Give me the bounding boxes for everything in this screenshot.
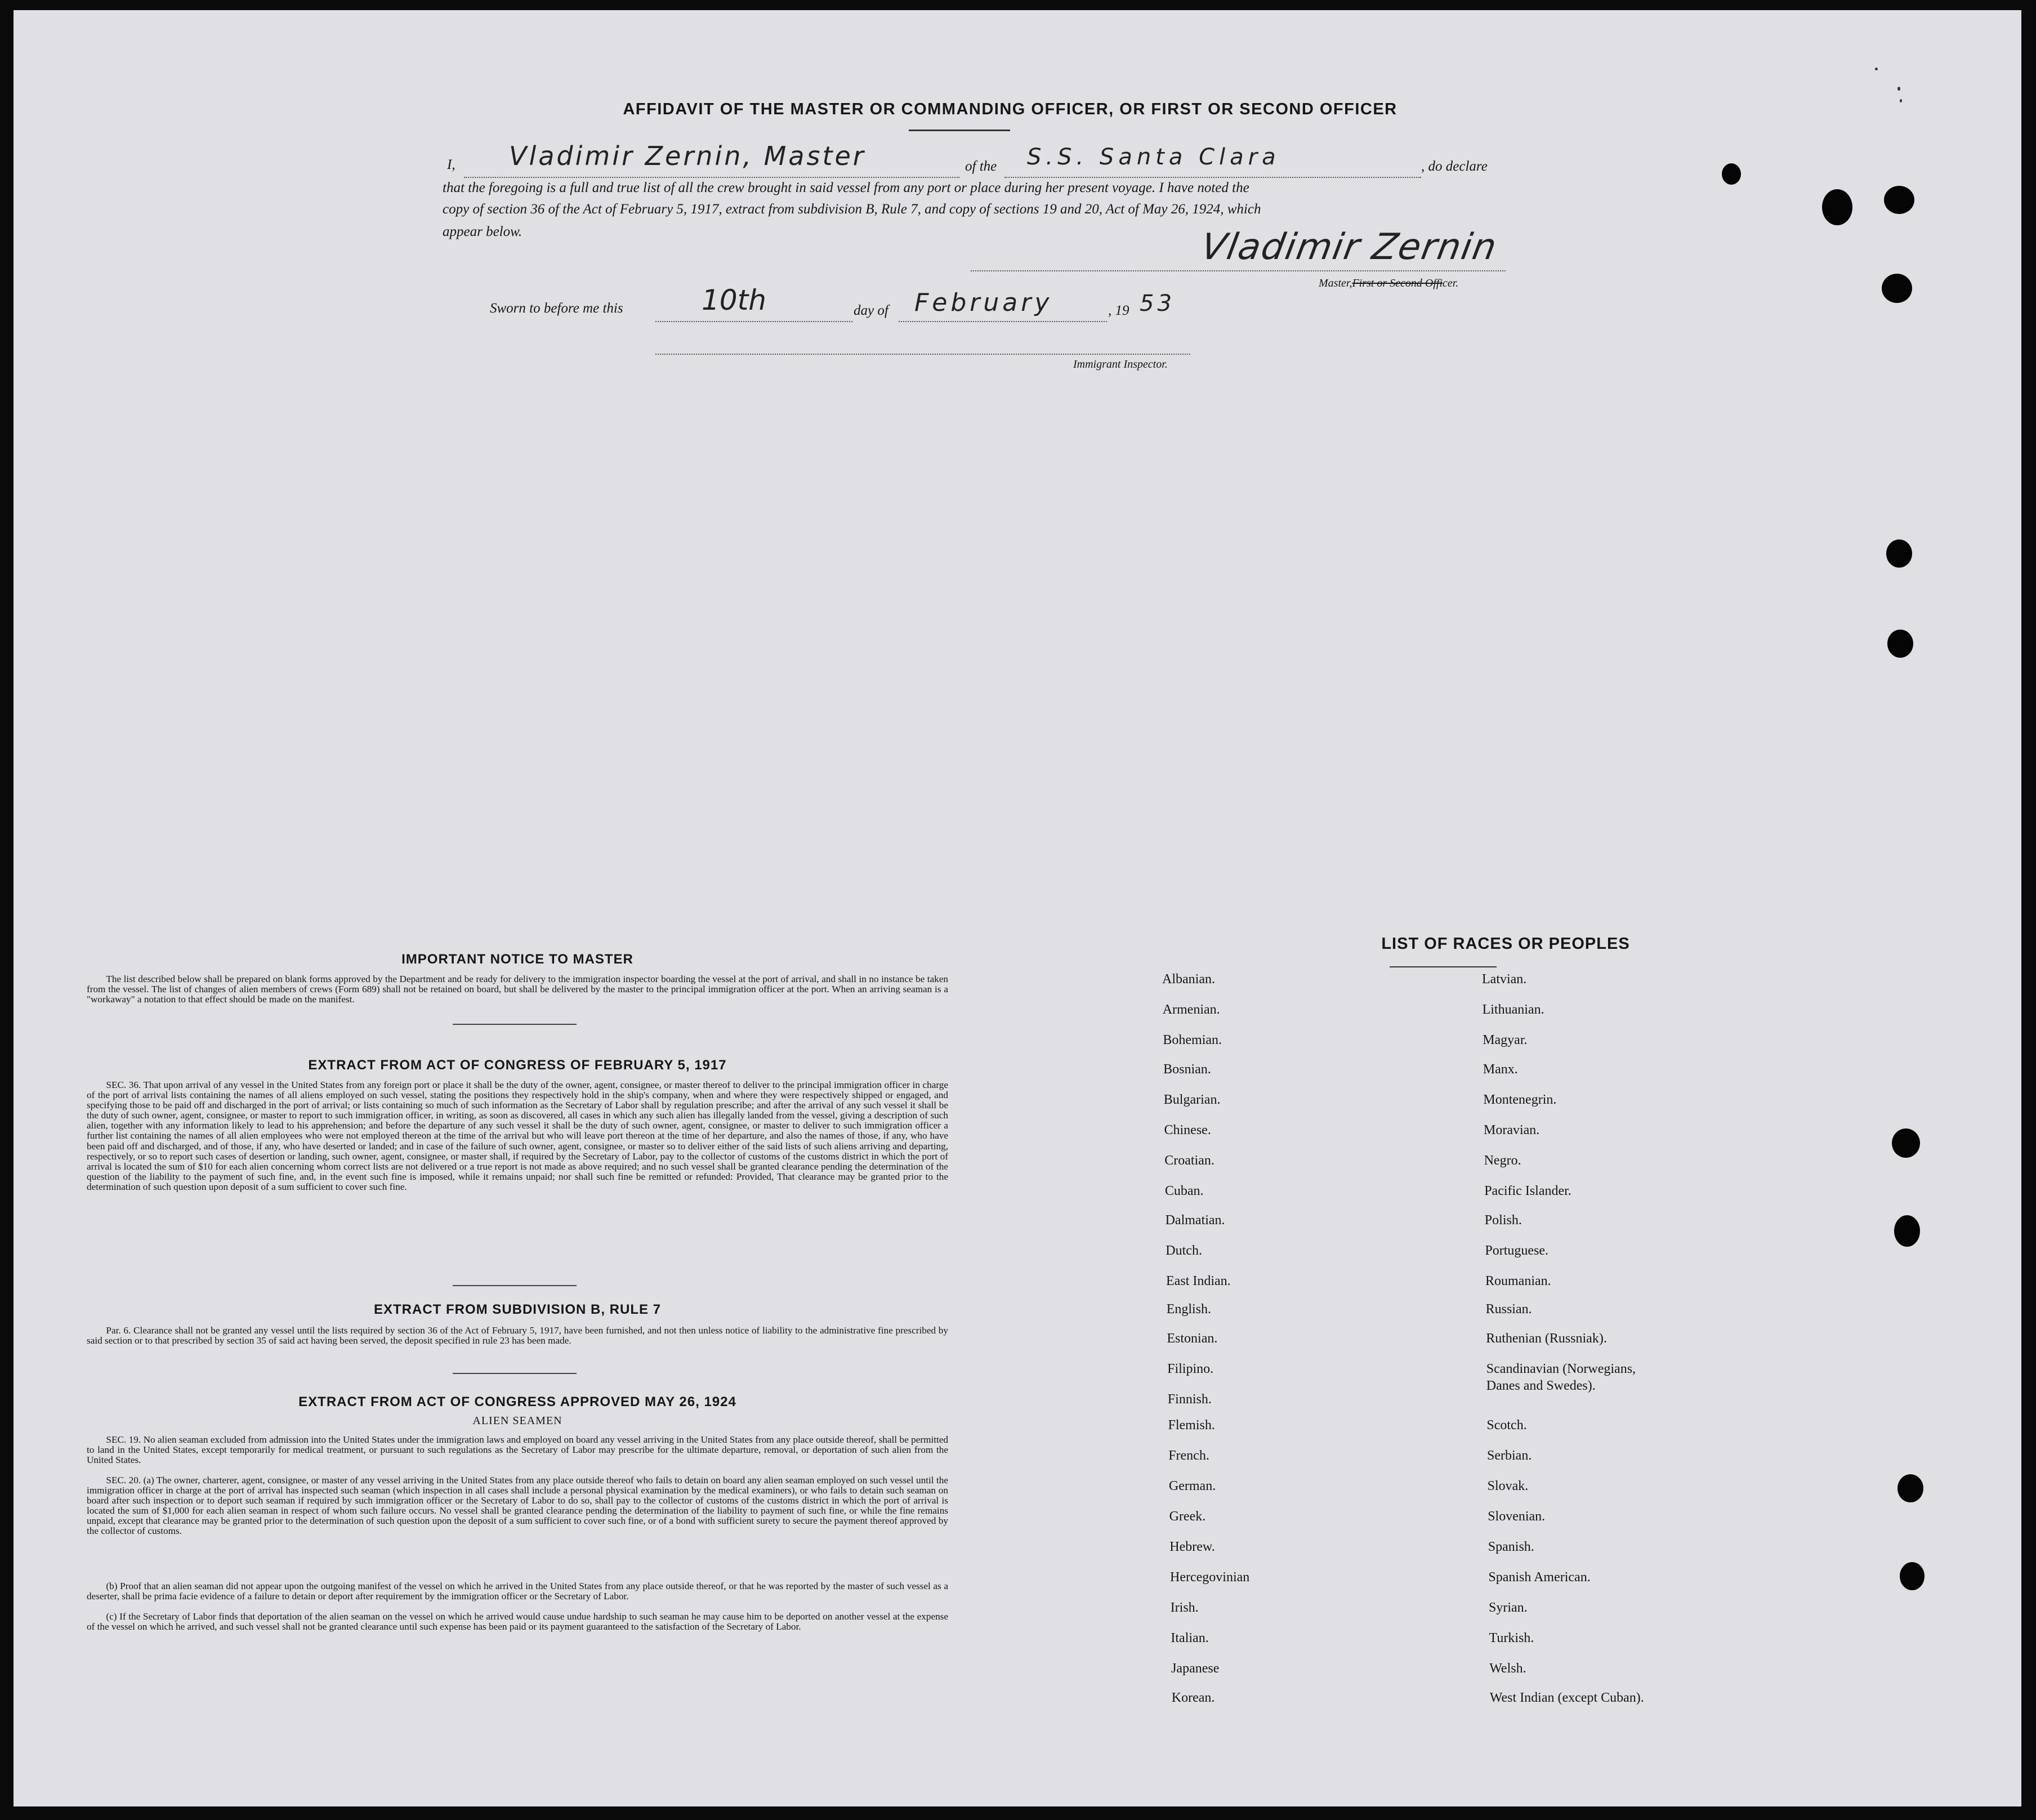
race-item: Dutch. (1166, 1243, 1202, 1258)
extract-1924-subtitle: ALIEN SEAMEN (472, 1415, 562, 1427)
race-item: Turkish. (1489, 1631, 1534, 1645)
do-declare: , do declare (1421, 159, 1488, 174)
caption-end: cer. (1443, 277, 1459, 289)
affidavit-line4: appear below. (443, 224, 523, 239)
race-item: Scotch. (1486, 1418, 1527, 1433)
affidavit-i: I, (447, 157, 456, 172)
race-item: English. (1166, 1302, 1212, 1317)
punch-hole (1886, 539, 1912, 568)
race-item: Syrian. (1489, 1600, 1528, 1615)
punch-hole (1897, 1474, 1923, 1502)
extract-1924-sec20a: SEC. 20. (a) The owner, charterer, agent, consignee, or master of any vessel arriving in the United States from any place outside thereof who fails to detain on board any alien seaman employed on such vessel until the immigration officer in charge at the port of arrival has inspected such seaman (which inspection in all cases shall include a personal physical examination by the medical examiners), or who fails to detain such seaman on board after such inspection or to deport such seaman if required by such immigration officer or the Secretary of Labor to do so, shall pay to the collector of customs of the customs district in which the port of arrival is located the sum of $1,000 for each alien seaman in respect of whom such failure occurs. No vessel shall be granted clearance pending the determination of the liability to payment of such fine, or while the fine remains unpaid, except that clearance may be granted prior to the determination of such question upon the deposit of a sum sufficient to cover such fine, or of a bond with sufficient surety to secure the payment thereof approved by the collector of customs. (87, 1475, 948, 1537)
section-rule (453, 1024, 577, 1025)
race-item: Spanish. (1488, 1540, 1534, 1554)
race-item: Polish. (1484, 1213, 1522, 1228)
race-item: Irish. (1170, 1600, 1199, 1615)
master-name: Vladimir Zernin, Master (509, 141, 866, 171)
section-rule (453, 1285, 577, 1286)
title-rule (909, 130, 1010, 131)
affidavit-line3: copy of section 36 of the Act of February 5, 1917, extract from subdivision B, Rule 7, and copy of sections 19 and 20, Act of May 26, 1924, which (443, 202, 1261, 217)
race-item: Albanian. (1162, 972, 1215, 987)
race-item: Greek. (1169, 1509, 1206, 1524)
extract-1917-title: EXTRACT FROM ACT OF CONGRESS OF FEBRUARY 5, 1917 (308, 1058, 727, 1073)
race-item: Magyar. (1483, 1033, 1528, 1047)
race-item: West Indian (except Cuban). (1489, 1690, 1644, 1705)
day-of-label: day of (854, 303, 888, 318)
race-item: Latvian. (1482, 972, 1527, 987)
race-item: Pacific Islander. (1484, 1184, 1571, 1198)
section-rule (453, 1373, 577, 1374)
race-item: Japanese (1171, 1661, 1220, 1676)
inspector-caption: Immigrant Inspector. (1073, 358, 1168, 371)
race-item: Ruthenian (Russniak). (1486, 1331, 1607, 1346)
race-item: German. (1168, 1479, 1216, 1493)
race-item: Serbian. (1487, 1448, 1532, 1463)
race-item: Slovenian. (1488, 1509, 1546, 1524)
sworn-month-blank (899, 321, 1107, 322)
caption-master: Master, (1319, 277, 1352, 289)
race-item: Estonian. (1167, 1331, 1218, 1346)
race-item: Armenian. (1162, 1002, 1220, 1017)
extract-1924-sec20c: (c) If the Secretary of Labor finds that deportation of the alien seaman on the vessel on which he arrived would cause undue hardship to such seaman he may cause him to be deported on another vessel at the expense of the vessel on which he arrived, and such vessel shall not be granted clearance until such expense has been paid or its payment guaranteed to the satisfaction of the Secretary of Labor. (87, 1611, 948, 1632)
extract-1917-body: SEC. 36. That upon arrival of any vessel in the United States from any foreign port or place it shall be the duty of the owner, agent, consignee, or master thereof to deliver to the principal immigration officer in charge of the port of arrival lists containing the names of all aliens employed on such vessel, stating the positions they respectively hold in the ship's company, when and where they were respectively shipped or engaged, and specifying those to be paid off and discharged in the port of arrival; or lists containing so much of such information as the Secretary of Labor shall by regulation prescribe; and after the arrival of any such vessel it shall be the duty of such owner, agent, consignee, or master to report to such immigration officer, in writing, as soon as discovered, all cases in which any such alien has illegally landed from the vessel, giving a description of such alien, together with any information likely to lead to his apprehension; and before the departure of any such vessel it shall be the duty of such owner, agent, consignee, or master to deliver to such immigration officer a further list containing the names of all alien employees who were not employed thereon at the time of the arrival but who will leave port thereon at the time of her departure, and also the names of those, if any, who have been paid off and discharged, and of those, if any, who have deserted or landed; and in case of the failure of such owner, agent, consignee, or master so to deliver either of the said lists of such aliens arriving and departing, respectively, or so to report such cases of desertion or landing, such owner, agent, consignee, or master shall, if required by the Secretary of Labor, pay to the collector of customs of the customs district in which the port of arrival is located the sum of $10 for each alien concerning whom correct lists are not delivered or a true report is not made as above required; and no such vessel shall be granted clearance pending the determination of the question of the liability to the payment of such fine, and, in the event such fine is imposed, while it remains unpaid; nor shall such fine be remitted or refunded: Provided, That clearance may be granted prior to the determination of such question upon deposit of a sum sufficient to cover such fine. (87, 1079, 948, 1192)
extract-1924-title: EXTRACT FROM ACT OF CONGRESS APPROVED MAY 26, 1924 (298, 1394, 736, 1409)
race-item: Hebrew. (1169, 1540, 1215, 1554)
sworn-label: Sworn to before me this (490, 301, 623, 316)
punch-hole (1887, 630, 1913, 658)
notice-body: The list described below shall be prepared on blank forms approved by the Department and be ready for delivery to the immigration inspector boarding the vessel at the port of arrival, and shall in no instance be taken from the vessel. The list of changes of alien members of crews (Form 689) shall not be retained on board, but shall be delivered by the master to the principal immigration officer at the port. When an arriving seaman is a "workaway" a notation to that effect should be made on the manifest. (87, 974, 948, 1005)
notice-title: IMPORTANT NOTICE TO MASTER (401, 952, 633, 967)
extract-1924-sec20b: (b) Proof that an alien seaman did not appear upon the outgoing manifest of the vessel on which he arrived in the United States from any place outside thereof, or that he was reported by the master of such vessel as a deserter, shall be prima facie evidence of a failure to detain or deport after requirement by the immigration officer or the Secretary of Labor. (87, 1581, 948, 1602)
race-item: Lithuanian. (1482, 1002, 1544, 1017)
sworn-day-blank (655, 321, 852, 322)
race-item: Bosnian. (1163, 1062, 1211, 1077)
punch-hole (1882, 274, 1912, 303)
races-title: LIST OF RACES OR PEOPLES (1381, 935, 1630, 953)
race-item: Filipino. (1167, 1362, 1214, 1376)
year-prefix: , 19 (1108, 303, 1129, 318)
race-item: Korean. (1171, 1690, 1215, 1705)
affidavit-line2: that the foregoing is a full and true list of all the crew brought in said vessel from any port or place during her present voyage. I have noted the (443, 180, 1249, 195)
document-page (14, 10, 2021, 1806)
race-item: Manx. (1483, 1062, 1518, 1077)
race-item: Flemish. (1168, 1418, 1215, 1433)
race-item: Dalmatian. (1165, 1213, 1225, 1228)
punch-hole (1822, 189, 1852, 225)
affidavit-title: AFFIDAVIT OF THE MASTER OR COMMANDING OFFICER, OR FIRST OR SECOND OFFICER (623, 100, 1397, 118)
race-item: Welsh. (1489, 1661, 1526, 1676)
sworn-year: 53 (1140, 291, 1175, 316)
vessel-name: S.S. Santa Clara (1027, 144, 1280, 170)
race-item: Cuban. (1164, 1184, 1204, 1198)
race-item: Chinese. (1164, 1123, 1211, 1138)
race-item: Hercegovinian (1170, 1570, 1250, 1585)
extract-rule7-body: Par. 6. Clearance shall not be granted any vessel until the lists required by section 36 of the Act of February 5, 1917, have been furnished, and not then unless notice of liability to the administrative fine prescribed by said section or to that prescribed by section 35 of said act having been served, the deposit specified in rule 23 has been made. (87, 1325, 948, 1346)
race-item: Russian. (1485, 1302, 1532, 1317)
speck (1897, 87, 1900, 91)
of-the-label: of the (965, 159, 997, 174)
race-item: East Indian. (1166, 1274, 1231, 1288)
sworn-day: 10th (702, 284, 766, 316)
signature-caption (1319, 277, 1458, 290)
punch-hole (1894, 1215, 1920, 1247)
speck (1875, 68, 1878, 70)
race-item: Finnish. (1167, 1392, 1212, 1407)
race-item: Italian. (1171, 1631, 1209, 1645)
race-item: Montenegrin. (1483, 1092, 1557, 1107)
punch-hole (1884, 186, 1914, 214)
master-signature: Vladimir Zernin (1198, 226, 1501, 268)
inspector-blank (655, 354, 1190, 355)
race-item: Bulgarian. (1163, 1092, 1221, 1107)
race-item: Bohemian. (1163, 1033, 1222, 1047)
extract-1924-sec19: SEC. 19. No alien seaman excluded from admission into the United States under the immigration laws and employed on board any vessel arriving in the United States from any place outside thereof, shall be permitted to land in the United States, except temporarily for medical treatment, or pursuant to such regulations as the Secretary of Labor may prescribe for the ultimate departure, removal, or deportation of such alien from the United States. (87, 1434, 948, 1466)
race-item: Spanish American. (1488, 1570, 1591, 1585)
race-item: Portuguese. (1485, 1243, 1549, 1258)
caption-struck: First or Second Offi (1352, 277, 1443, 289)
race-item: Slovak. (1487, 1479, 1529, 1493)
race-item: French. (1168, 1448, 1209, 1463)
extract-rule7-title: EXTRACT FROM SUBDIVISION B, RULE 7 (373, 1302, 662, 1317)
races-title-rule (1390, 966, 1497, 967)
race-item: Moravian. (1484, 1123, 1540, 1138)
race-item: Scandinavian (Norwegians, Danes and Swedes). (1486, 1362, 1636, 1393)
race-item: Croatian. (1164, 1153, 1215, 1168)
speck (1900, 99, 1902, 102)
signature-blank (971, 270, 1506, 271)
race-item: Roumanian. (1485, 1274, 1551, 1288)
race-item: Negro. (1484, 1153, 1521, 1168)
punch-hole (1900, 1562, 1925, 1590)
sworn-month: February (914, 288, 1053, 317)
punch-hole (1892, 1128, 1920, 1158)
punch-hole (1722, 163, 1741, 185)
